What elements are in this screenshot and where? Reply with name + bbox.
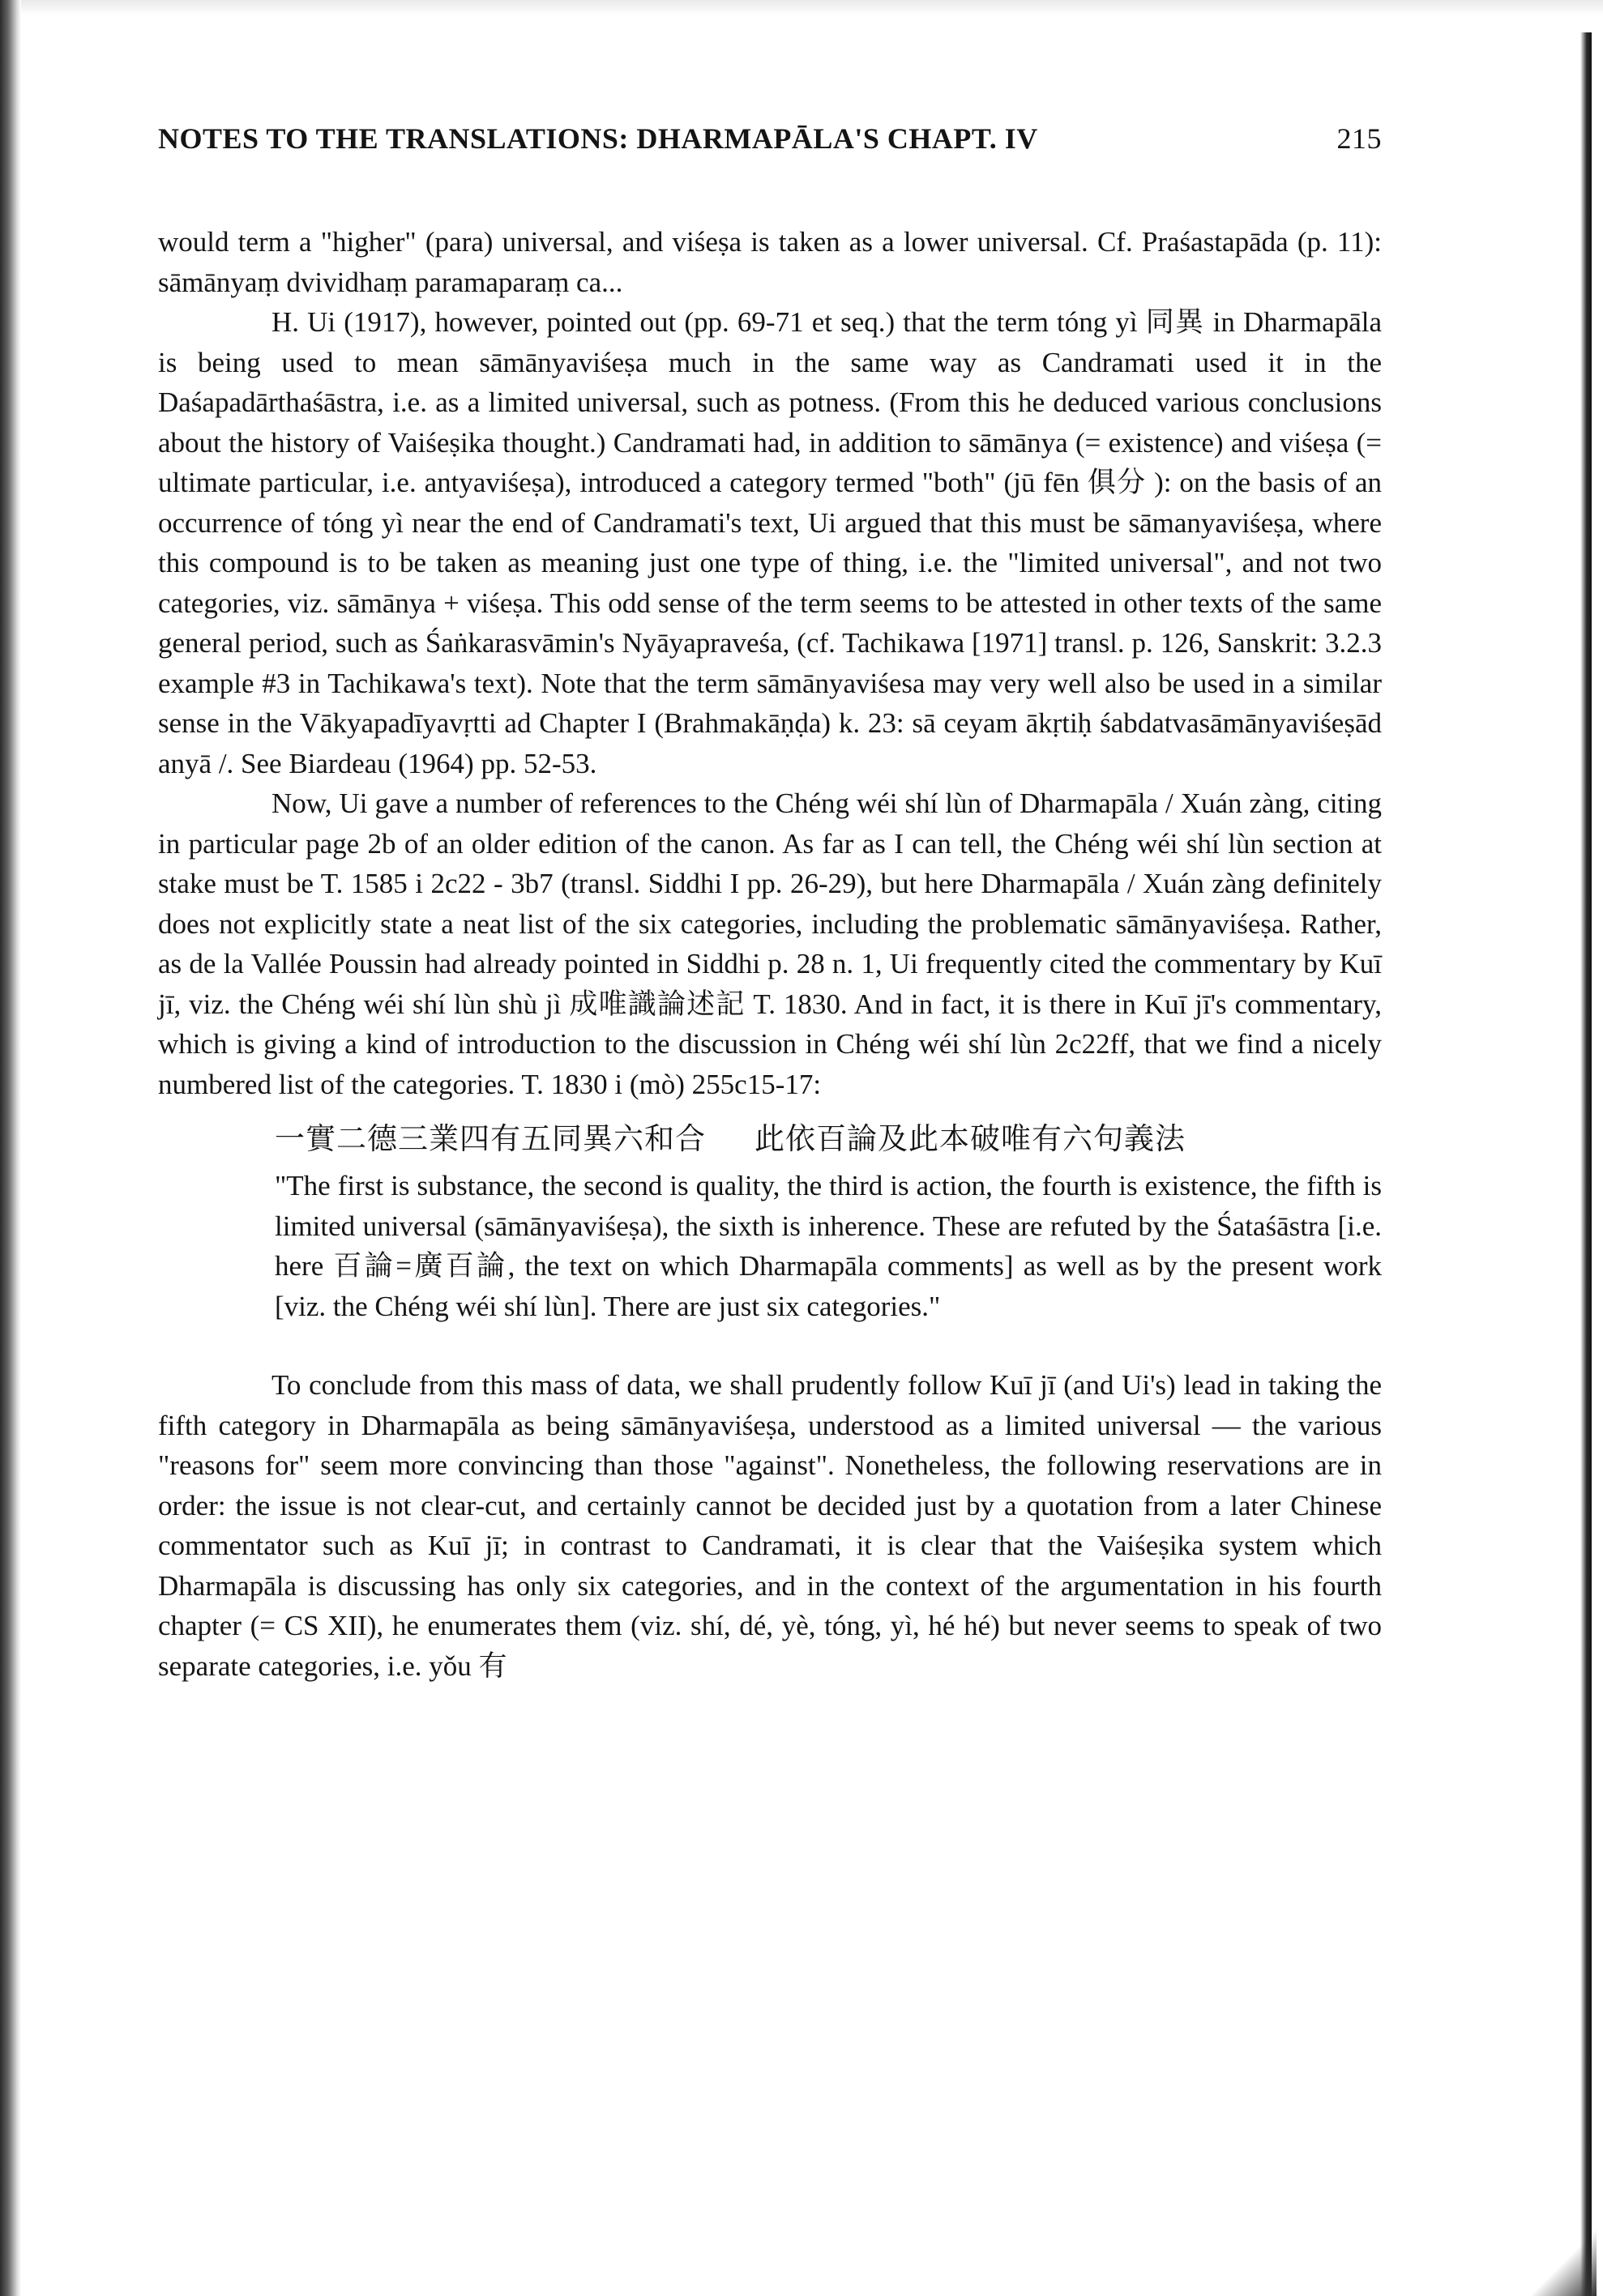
quotation-translation: "The first is substance, the second is quality, the third is action, the fourth is existence, the fifth is limited universal (sāmānyaviśeṣa), the sixth is inherence. These are refuted by the Śataśāstra [i.e. here 百論=廣百論, the text on which Dharmapāla comments] as well as by the present work [viz. the Chéng wéi shí lùn]. There are just six categories." — [275, 1170, 1382, 1322]
running-head-title: NOTES TO THE TRANSLATIONS: DHARMAPĀLA'S CHAPT. IV — [158, 122, 1038, 155]
paragraph-conclusion: To conclude from this mass of data, we shall prudently follow Kuī jī (and Ui's) lead in taking the fifth category in Dharmapāla as being sāmānyaviśeṣa, understood as a limited universal — the various "reasons for" seem more convincing than those "against". Nonetheless, the following reservations are in order: the issue is not clear-cut, and certainly cannot be decided just by a quotation from a later Chinese commentator such as Kuī jī; in contrast to Candramati, it is clear that the Vaiśeṣika system which Dharmapāla is discussing has only six categories, and in the context of the argumentation in his fourth chapter (= CS XII), he enumerates them (viz. shí, dé, yè, tóng, yì, hé hé) but never seems to speak of two separate categories, i.e. yǒu 有 — [158, 1369, 1382, 1682]
chinese-quotation-part1: 一實二德三業四有五同異六和合 — [275, 1121, 706, 1156]
scan-left-edge-shadow — [0, 0, 21, 2296]
scan-top-edge — [0, 0, 1603, 15]
page-number: 215 — [1336, 122, 1382, 155]
paragraph-ui-references: Now, Ui gave a number of references to the Chéng wéi shí lùn of Dharmapāla / Xuán zàng, citing in particular page 2b of an older edition of the canon. As far as I can tell, the Chéng wéi shí lùn section at stake must be T. 1585 i 2c22 - 3b7 (transl. Siddhi I pp. 26-29), but here Dharmapāla / Xuán zàng definitely does not explicitly state a neat list of the six categories, including the problematic sāmānyaviśeṣa. Rather, as de la Vallée Poussin had already pointed in Siddhi p. 28 n. 1, Ui frequently cited the commentary by Kuī jī, viz. the Chéng wéi shí lùn shù jì 成唯識論述記 T. 1830. And in fact, it is there in Kuī jī's commentary, which is giving a kind of introduction to the discussion in Chéng wéi shí lùn 2c22ff, that we find a nicely numbered list of the categories. T. 1830 i (mò) 255c15-17: — [158, 787, 1382, 1100]
paragraph-ui-1917: H. Ui (1917), however, pointed out (pp. 69-71 et seq.) that the term tóng yì 同異 in Dharmapāla is being used to mean sāmānyaviśeṣa much in the same way as Candramati used it in the Daśapadārthaśāstra, i.e. as a limited universal, such as potness. (From this he deduced various conclusions about the history of Vaiśeṣika thought.) Candramati had, in addition to sāmānya (= existence) and viśeṣa (= ultimate particular, i.e. antyaviśeṣa), introduced a category termed "both" (jū fēn 俱分 ): on the basis of an occurrence of tóng yì near the end of Candramati's text, Ui argued that this must be sāmanyaviśeṣa, where this compound is to be taken as meaning just one type of thing, i.e. the "limited universal", and not two categories, viz. sāmānya + viśeṣa. This odd sense of the term seems to be attested in other texts of the same general period, such as Śaṅkarasvāmin's Nyāyapraveśa, (cf. Tachikawa [1971] transl. p. 126, Sanskrit: 3.2.3 example #3 in Tachikawa's text). Note that the term sāmānyaviśesa may very well also be used in a similar sense in the Vākyapadīyavṛtti ad Chapter I (Brahmakāṇḍa) k. 23: sā ceyam ākṛtiḥ śabdatvasāmānyaviśeṣād anyā /. See Biardeau (1964) pp. 52-53. — [158, 306, 1382, 779]
chinese-quotation-part2: 此依百論及此本破唯有六句義法 — [754, 1121, 1186, 1156]
running-head — [158, 122, 1382, 172]
paragraph-continuation: would term a "higher" (para) universal, and viśeṣa is taken as a lower universal. Cf. Praśastapāda (p. 11): sāmānyaṃ dvividhaṃ paramaparaṃ ca... — [158, 226, 1382, 298]
chinese-quotation — [275, 1117, 1382, 1161]
book-page — [158, 122, 1382, 1686]
scan-corner-shadow — [1524, 2220, 1597, 2296]
scan-right-edge-shadow — [1580, 32, 1592, 2296]
